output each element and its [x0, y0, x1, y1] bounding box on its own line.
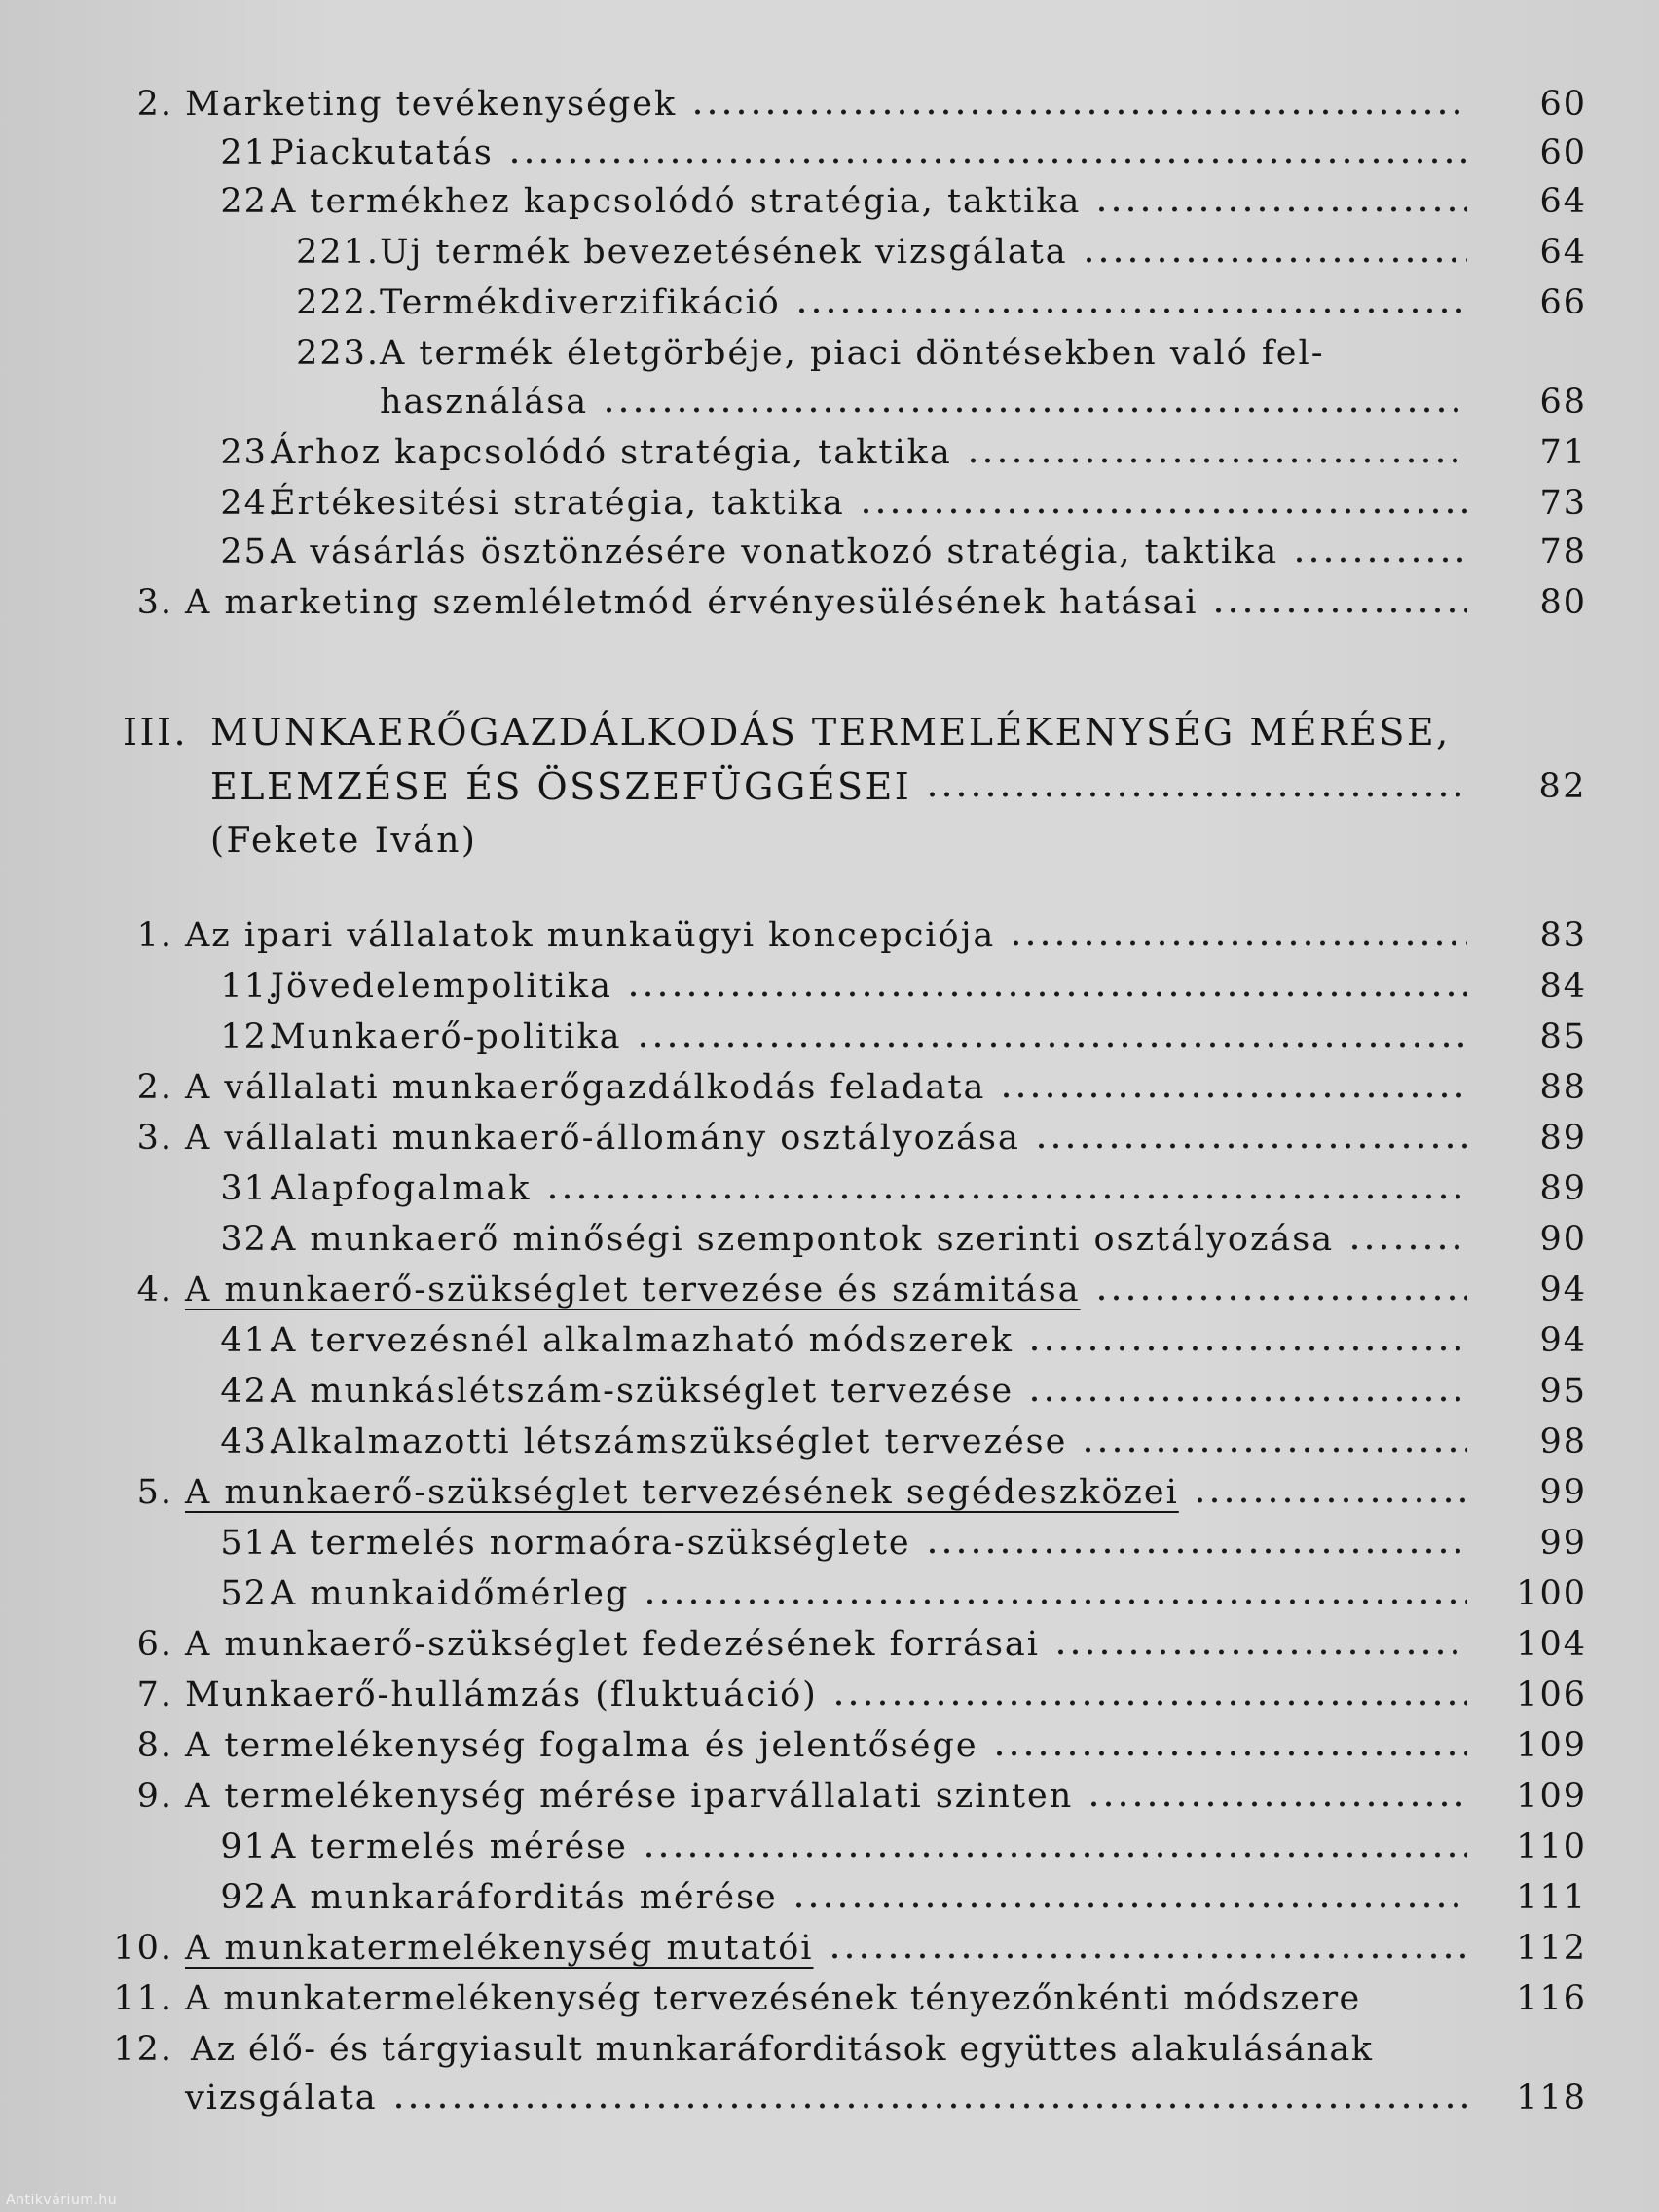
entry-number: 3.	[136, 583, 173, 622]
entry-title: A termelés normaóra-szükséglete	[271, 1524, 911, 1563]
watermark: Antikvárium.hu	[6, 2193, 118, 2208]
entry-number: 7.	[136, 1676, 173, 1714]
entry-page: 84	[1539, 967, 1587, 1006]
entry-title: Termékdiverzifikáció	[380, 283, 781, 322]
dot-leader	[626, 990, 1467, 998]
entry-title: A munkaráforditás mérése	[271, 1878, 778, 1917]
entry-page: 64	[1539, 233, 1587, 272]
toc-entry	[107, 1772, 1587, 1821]
entry-number: 221.	[296, 233, 380, 272]
toc-entry	[107, 911, 1587, 960]
toc-entry	[107, 1418, 1587, 1466]
dot-leader	[1081, 1446, 1467, 1454]
dot-leader	[859, 507, 1467, 515]
dot-leader	[966, 457, 1467, 464]
entry-number: 51.	[220, 1524, 280, 1563]
entry-title: A marketing szemléletmód érvényesülésének hatásai	[185, 583, 1198, 622]
dot-leader	[1211, 607, 1467, 614]
toc-entry	[107, 1519, 1587, 1567]
toc-entry	[107, 228, 1587, 276]
toc-entry	[107, 329, 1587, 378]
dot-leader	[1094, 205, 1467, 213]
entry-number: 91.	[220, 1827, 280, 1866]
entry-page: 98	[1539, 1422, 1587, 1461]
entry-title: Munkaerő-hullámzás (fluktuáció)	[185, 1676, 818, 1714]
entry-number: 41.	[220, 1321, 280, 1360]
toc-entry	[107, 428, 1587, 477]
entry-page: 94	[1539, 1321, 1587, 1360]
entry-number: 4.	[136, 1271, 173, 1309]
chapter-title-line2: ELEMZÉSE ÉS ÖSSZEFÜGGÉSEI	[210, 765, 912, 808]
chapter-page: 82	[1538, 767, 1587, 806]
toc-entry	[107, 1114, 1587, 1162]
toc-entry	[107, 1823, 1587, 1871]
entry-page: 99	[1539, 1524, 1587, 1563]
dot-leader	[545, 1193, 1468, 1200]
entry-number: 222.	[296, 283, 380, 322]
dot-leader	[992, 1750, 1467, 1757]
entry-title: A termék életgörbéje, piaci döntésekben való fel-	[380, 334, 1325, 373]
toc-entry	[107, 1873, 1587, 1922]
entry-title: A termelékenység mérése iparvállalati szinten	[185, 1777, 1074, 1816]
toc-entry	[107, 1316, 1587, 1365]
dot-leader	[1347, 1243, 1467, 1251]
dot-leader	[636, 1041, 1467, 1049]
entry-number: 22.	[220, 182, 280, 221]
toc-entry-continuation	[107, 2074, 1587, 2122]
chapter-title-line1: MUNKAERŐGAZDÁLKODÁS TERMELÉKENYSÉG MÉRÉSE,	[210, 711, 1451, 754]
chapter-author: (Fekete Iván)	[210, 821, 478, 861]
toc-entry	[107, 962, 1587, 1011]
dot-leader	[828, 1952, 1468, 1960]
entry-page: 80	[1539, 583, 1587, 622]
entry-page: 104	[1516, 1625, 1587, 1664]
dot-leader	[1034, 1142, 1467, 1150]
entry-title: Marketing tevékenységek	[185, 85, 678, 124]
entry-page: 78	[1539, 533, 1587, 571]
dot-leader	[1193, 1496, 1467, 1504]
entry-number: 3.	[136, 1119, 173, 1158]
entry-page: 94	[1539, 1271, 1587, 1309]
entry-title: A vásárlás ösztönzésére vonatkozó stratégia, taktika	[271, 533, 1279, 571]
entry-title: A termelékenység fogalma és jelentősége	[185, 1726, 978, 1765]
toc-entry	[107, 578, 1587, 627]
entry-title: A munkaerő-szükséglet tervezésének segédeszközei	[185, 1473, 1179, 1512]
entry-number: 25.	[220, 533, 280, 571]
entry-title: Piackutatás	[271, 133, 494, 172]
entry-page: 60	[1539, 133, 1587, 172]
dot-leader	[1009, 940, 1467, 947]
toc-entry	[107, 1468, 1587, 1517]
toc-entry	[107, 1266, 1587, 1314]
dot-leader	[1094, 1294, 1467, 1302]
entry-number: 21.	[220, 133, 280, 172]
entry-title: A munkaerő minőségi szempontok szerinti osztályozása	[271, 1220, 1335, 1259]
entry-number: 43.	[220, 1422, 280, 1461]
entry-page: 85	[1539, 1017, 1587, 1056]
entry-page: 106	[1516, 1676, 1587, 1714]
toc-entry	[107, 1367, 1587, 1416]
entry-page: 118	[1516, 2079, 1587, 2118]
dot-leader	[925, 1547, 1467, 1555]
toc-entry	[107, 80, 1587, 129]
entry-page: 89	[1539, 1169, 1587, 1208]
chapter-number: III.	[123, 711, 189, 754]
entry-page: 95	[1539, 1372, 1587, 1411]
toc-entry	[107, 528, 1587, 576]
entry-page: 73	[1539, 484, 1587, 523]
entry-page: 99	[1539, 1473, 1587, 1512]
entry-number: 24.	[220, 484, 280, 523]
entry-title: A munkaidőmérleg	[271, 1574, 630, 1613]
entry-title: Alapfogalmak	[271, 1169, 532, 1208]
entry-number: 11.	[220, 967, 280, 1006]
toc-entry	[107, 129, 1587, 177]
entry-title: A munkaerő-szükséglet fedezésének forrásai	[185, 1625, 1040, 1664]
dot-leader	[999, 1091, 1467, 1099]
toc-entry	[107, 479, 1587, 528]
dot-leader	[1053, 1648, 1467, 1656]
dot-leader	[831, 1699, 1467, 1707]
dot-leader	[794, 307, 1467, 314]
entry-title: A termelés mérése	[271, 1827, 628, 1866]
entry-page: 60	[1539, 85, 1587, 124]
entry-title: Az élő- és tárgyiasult munkaráforditások együttes alakulásának	[191, 2030, 1374, 2069]
entry-title: A munkaerő-szükséglet tervezése és számitása	[185, 1271, 1081, 1309]
entry-page: 110	[1516, 1827, 1587, 1866]
entry-title: Munkaerő-politika	[271, 1017, 622, 1056]
entry-number: 32.	[220, 1220, 280, 1259]
entry-title: Árhoz kapcsolódó stratégia, taktika	[271, 433, 952, 472]
dot-leader	[1027, 1345, 1467, 1352]
entry-title: A munkáslétszám-szükséglet tervezése	[271, 1372, 1014, 1411]
entry-page: 71	[1539, 433, 1587, 472]
entry-number: 2.	[136, 1068, 173, 1107]
entry-number: 11.	[113, 1979, 173, 2018]
entry-number: 6.	[136, 1625, 173, 1664]
entry-page: 68	[1539, 383, 1587, 422]
toc-entry	[107, 1974, 1587, 2023]
entry-page: 90	[1539, 1220, 1587, 1259]
entry-title: Az ipari vállalatok munkaügyi koncepciója	[185, 916, 996, 955]
toc-entry	[107, 1671, 1587, 1719]
entry-page: 111	[1516, 1878, 1587, 1917]
toc-entry	[107, 278, 1587, 327]
entry-page: 112	[1516, 1929, 1587, 1968]
toc-entry	[107, 1721, 1587, 1770]
dot-leader	[925, 791, 1467, 798]
entry-number: 10.	[113, 1929, 173, 1968]
entry-title: A munkatermelékenység mutatói	[185, 1929, 814, 1968]
entry-title: Jövedelempolitika	[271, 967, 612, 1006]
dot-leader	[391, 2102, 1467, 2110]
toc-entry	[107, 1569, 1587, 1618]
entry-number: 31.	[220, 1169, 280, 1208]
dot-leader	[642, 1851, 1467, 1859]
entry-number: 1.	[136, 916, 173, 955]
dot-leader	[643, 1598, 1467, 1605]
dot-leader	[1027, 1395, 1467, 1403]
dot-leader	[1082, 256, 1467, 264]
entry-title: Értékesitési stratégia, taktika	[271, 484, 845, 523]
entry-title: Alkalmazotti létszámszükséglet tervezése	[271, 1422, 1068, 1461]
entry-title: A termékhez kapcsolódó stratégia, taktika	[271, 182, 1082, 221]
entry-number: 23.	[220, 433, 280, 472]
dot-leader	[1292, 556, 1467, 564]
entry-title: Uj termék bevezetésének vizsgálata	[380, 233, 1068, 272]
toc-entry	[107, 1013, 1587, 1061]
entry-page: 100	[1516, 1574, 1587, 1613]
entry-number: 12.	[220, 1017, 280, 1056]
entry-number: 42.	[220, 1372, 280, 1411]
dot-leader	[602, 406, 1467, 414]
toc-entry	[107, 2025, 1587, 2074]
entry-number: 9.	[136, 1777, 173, 1816]
entry-title: A vállalati munkaerőgazdálkodás feladata	[185, 1068, 986, 1107]
entry-page: 88	[1539, 1068, 1587, 1107]
entry-title: A tervezésnél alkalmazható módszerek	[271, 1321, 1014, 1360]
toc-entry	[107, 1164, 1587, 1213]
entry-title-continuation: vizsgálata	[185, 2079, 378, 2118]
entry-title-continuation: használása	[380, 383, 589, 422]
entry-page: 64	[1539, 182, 1587, 221]
entry-page: 109	[1516, 1777, 1587, 1816]
dot-leader	[690, 108, 1467, 116]
toc-entry	[107, 1063, 1587, 1112]
entry-page: 89	[1539, 1119, 1587, 1158]
toc-entry-continuation	[107, 378, 1587, 426]
toc-entry	[107, 177, 1587, 226]
entry-number: 2.	[136, 85, 173, 124]
toc-entry	[107, 1620, 1587, 1669]
entry-number: 223.	[296, 334, 380, 373]
entry-page: 109	[1516, 1726, 1587, 1765]
dot-leader	[507, 157, 1467, 165]
entry-title: A munkatermelékenység tervezésének tényezőnkénti módszere	[185, 1979, 1361, 2018]
entry-number: 8.	[136, 1726, 173, 1765]
entry-number: 92.	[220, 1878, 280, 1917]
toc-entry	[107, 1924, 1587, 1972]
entry-number: 52.	[220, 1574, 280, 1613]
entry-number: 5.	[136, 1473, 173, 1512]
dot-leader	[1087, 1800, 1467, 1808]
toc-entry	[107, 1215, 1587, 1264]
entry-page: 116	[1516, 1979, 1587, 2018]
entry-title: A vállalati munkaerő-állomány osztályozása	[185, 1119, 1020, 1158]
dot-leader	[792, 1901, 1467, 1909]
entry-page: 66	[1539, 283, 1587, 322]
entry-number: 12.	[113, 2030, 173, 2069]
entry-page: 83	[1539, 916, 1587, 955]
